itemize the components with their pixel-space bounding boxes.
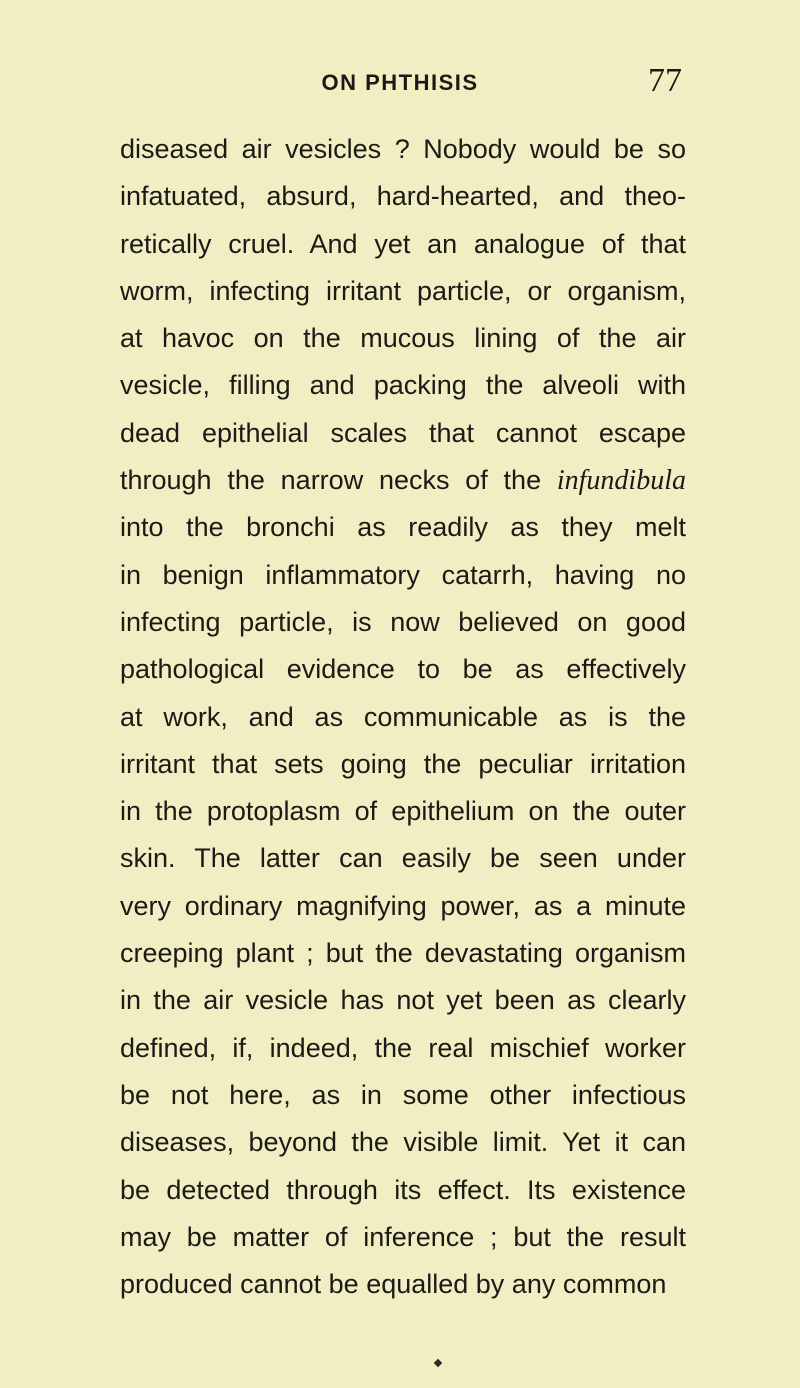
text-line	[120, 457, 686, 504]
text-line: into the bronchi as readily as they melt	[120, 512, 686, 543]
text-line: infatuated, absurd, hard-hearted, and theo-	[120, 181, 686, 212]
running-head	[0, 62, 800, 102]
text-line: creeping plant ; but the devastating organism	[120, 938, 686, 969]
text-line: very ordinary magnifying power, as a minute	[120, 890, 686, 921]
text-line: at work, and as communicable as is the	[120, 701, 686, 732]
text-line: infecting particle, is now believed on good	[120, 606, 686, 637]
text-line: pathological evidence to be as effectively	[120, 654, 686, 685]
running-title: ON PHTHISIS	[321, 70, 479, 95]
text-line: may be matter of inference ; but the result	[120, 1221, 686, 1252]
text-segment: through the narrow necks of the	[120, 465, 557, 496]
text-line: retically cruel. And yet an analogue of that	[120, 228, 686, 259]
italic-term: infundibula	[556, 465, 686, 497]
signature-mark	[434, 1359, 442, 1367]
text-line: in benign inflammatory catarrh, having no	[120, 559, 686, 590]
text-line: in the air vesicle has not yet been as clearly	[120, 985, 686, 1016]
text-line: dead epithelial scales that cannot escape	[120, 417, 686, 448]
body-text	[120, 126, 686, 1308]
page-number: 77	[648, 62, 682, 99]
text-line: diseases, beyond the visible limit. Yet it can	[120, 1127, 686, 1158]
text-line: at havoc on the mucous lining of the air	[120, 323, 686, 354]
text-line: skin. The latter can easily be seen under	[120, 843, 686, 874]
text-line: be not here, as in some other infectious	[120, 1079, 686, 1110]
text-line: produced cannot be equalled by any common	[120, 1269, 667, 1300]
text-line: vesicle, filling and packing the alveoli with	[120, 370, 686, 401]
text-line: worm, infecting irritant particle, or organism,	[120, 275, 686, 306]
text-line: diseased air vesicles ? Nobody would be so	[120, 134, 686, 164]
text-line: be detected through its effect. Its existence	[120, 1174, 686, 1205]
text-line: defined, if, indeed, the real mischief worker	[120, 1032, 686, 1063]
text-line: in the protoplasm of epithelium on the outer	[120, 796, 686, 827]
text-line: irritant that sets going the peculiar irritation	[120, 748, 686, 779]
